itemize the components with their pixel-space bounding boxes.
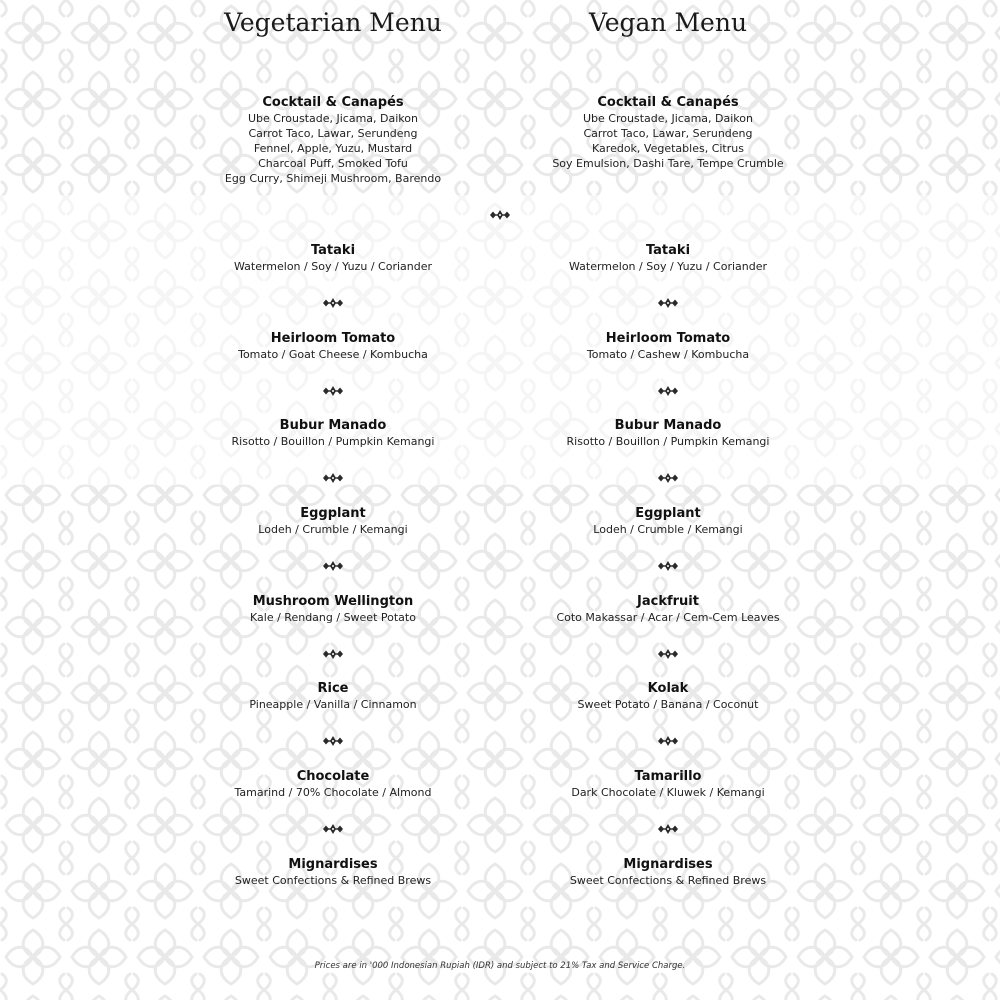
course-name: Rice bbox=[317, 681, 349, 696]
ornament-divider-icon bbox=[322, 472, 344, 484]
course-name: Tataki bbox=[645, 243, 691, 258]
canape-item: Carrot Taco, Lawar, Serundeng bbox=[248, 127, 418, 140]
vegetarian-course-rice bbox=[163, 680, 503, 712]
vegetarian-course-heirloom-tomato bbox=[163, 330, 503, 362]
vegan-course-tataki bbox=[498, 242, 838, 274]
vegan-course-tamarillo bbox=[498, 768, 838, 800]
course-name: Cocktail & Canapés bbox=[262, 95, 404, 110]
ornament-divider-icon bbox=[657, 472, 679, 484]
course-description: Sweet Confections & Refined Brews bbox=[234, 874, 432, 887]
vegetarian-canapes bbox=[163, 94, 503, 186]
vegetarian-course-bubur-manado bbox=[163, 417, 503, 449]
course-name: Bubur Manado bbox=[279, 418, 387, 433]
course-name: Heirloom Tomato bbox=[605, 331, 731, 346]
course-name: Eggplant bbox=[300, 506, 366, 521]
ornament-divider-icon bbox=[322, 735, 344, 747]
course-description: Tamarind / 70% Chocolate / Almond bbox=[234, 786, 432, 799]
course-description: Risotto / Bouillon / Pumpkin Kemangi bbox=[231, 435, 435, 448]
course-name: Mignardises bbox=[623, 857, 713, 872]
course-description: Pineapple / Vanilla / Cinnamon bbox=[249, 698, 417, 711]
canape-item: Carrot Taco, Lawar, Serundeng bbox=[583, 127, 753, 140]
ornament-divider-icon bbox=[322, 297, 344, 309]
vegan-canapes bbox=[498, 94, 838, 171]
ornament-divider-icon bbox=[322, 823, 344, 835]
course-name: Heirloom Tomato bbox=[270, 331, 396, 346]
canape-item: Ube Croustade, Jicama, Daikon bbox=[583, 112, 753, 125]
vegetarian-course-eggplant bbox=[163, 505, 503, 537]
ornament-divider-icon bbox=[657, 297, 679, 309]
course-description: Risotto / Bouillon / Pumpkin Kemangi bbox=[566, 435, 770, 448]
ornament-divider-icon bbox=[322, 385, 344, 397]
vegan-course-bubur-manado bbox=[498, 417, 838, 449]
course-name: Tamarillo bbox=[634, 769, 702, 784]
course-description: Coto Makassar / Acar / Cem-Cem Leaves bbox=[556, 611, 780, 624]
vegetarian-course-mignardises bbox=[163, 856, 503, 888]
course-name: Jackfruit bbox=[637, 594, 699, 609]
course-description: Sweet Potato / Banana / Coconut bbox=[577, 698, 759, 711]
vegan-menu-title: Vegan Menu bbox=[588, 8, 748, 37]
course-name: Eggplant bbox=[635, 506, 701, 521]
course-description: Lodeh / Crumble / Kemangi bbox=[258, 523, 408, 536]
course-description: Sweet Confections & Refined Brews bbox=[569, 874, 767, 887]
course-name: Kolak bbox=[647, 681, 689, 696]
ornament-divider-icon bbox=[657, 385, 679, 397]
course-name: Cocktail & Canapés bbox=[597, 95, 739, 110]
vegan-course-jackfruit bbox=[498, 593, 838, 625]
ornament-divider-icon bbox=[657, 648, 679, 660]
vegetarian-course-tataki bbox=[163, 242, 503, 274]
course-name: Chocolate bbox=[296, 769, 370, 784]
vegan-course-mignardises bbox=[498, 856, 838, 888]
course-name: Tataki bbox=[310, 243, 356, 258]
vegetarian-course-chocolate bbox=[163, 768, 503, 800]
course-name: Mignardises bbox=[288, 857, 378, 872]
ornament-divider-icon bbox=[657, 560, 679, 572]
course-description: Tomato / Cashew / Kombucha bbox=[586, 348, 750, 361]
ornament-divider-icon bbox=[322, 560, 344, 572]
ornament-divider-icon bbox=[657, 823, 679, 835]
course-description: Kale / Rendang / Sweet Potato bbox=[250, 611, 416, 624]
canape-item: Karedok, Vegetables, Citrus bbox=[592, 142, 744, 155]
ornament-divider-icon bbox=[489, 209, 511, 221]
course-description: Watermelon / Soy / Yuzu / Coriander bbox=[568, 260, 768, 273]
vegan-course-kolak bbox=[498, 680, 838, 712]
canape-item: Egg Curry, Shimeji Mushroom, Barendo bbox=[224, 172, 442, 185]
course-name: Bubur Manado bbox=[614, 418, 722, 433]
course-description: Dark Chocolate / Kluwek / Kemangi bbox=[571, 786, 765, 799]
ornament-divider-icon bbox=[322, 648, 344, 660]
vegetarian-course-mushroom-wellington bbox=[163, 593, 503, 625]
canape-item: Charcoal Puff, Smoked Tofu bbox=[258, 157, 408, 170]
ornament-divider-icon bbox=[657, 735, 679, 747]
course-description: Watermelon / Soy / Yuzu / Coriander bbox=[233, 260, 433, 273]
vegan-course-eggplant bbox=[498, 505, 838, 537]
course-description: Tomato / Goat Cheese / Kombucha bbox=[238, 348, 428, 361]
course-name: Mushroom Wellington bbox=[252, 594, 414, 609]
price-footnote: Prices are in '000 Indonesian Rupiah (IDR) and subject to 21% Tax and Service Charge. bbox=[314, 961, 686, 971]
canape-item: Soy Emulsion, Dashi Tare, Tempe Crumble bbox=[552, 157, 784, 170]
canape-item: Fennel, Apple, Yuzu, Mustard bbox=[253, 142, 413, 155]
course-description: Lodeh / Crumble / Kemangi bbox=[593, 523, 743, 536]
vegetarian-menu-title: Vegetarian Menu bbox=[224, 8, 442, 37]
canape-item: Ube Croustade, Jicama, Daikon bbox=[248, 112, 418, 125]
vegan-course-heirloom-tomato bbox=[498, 330, 838, 362]
